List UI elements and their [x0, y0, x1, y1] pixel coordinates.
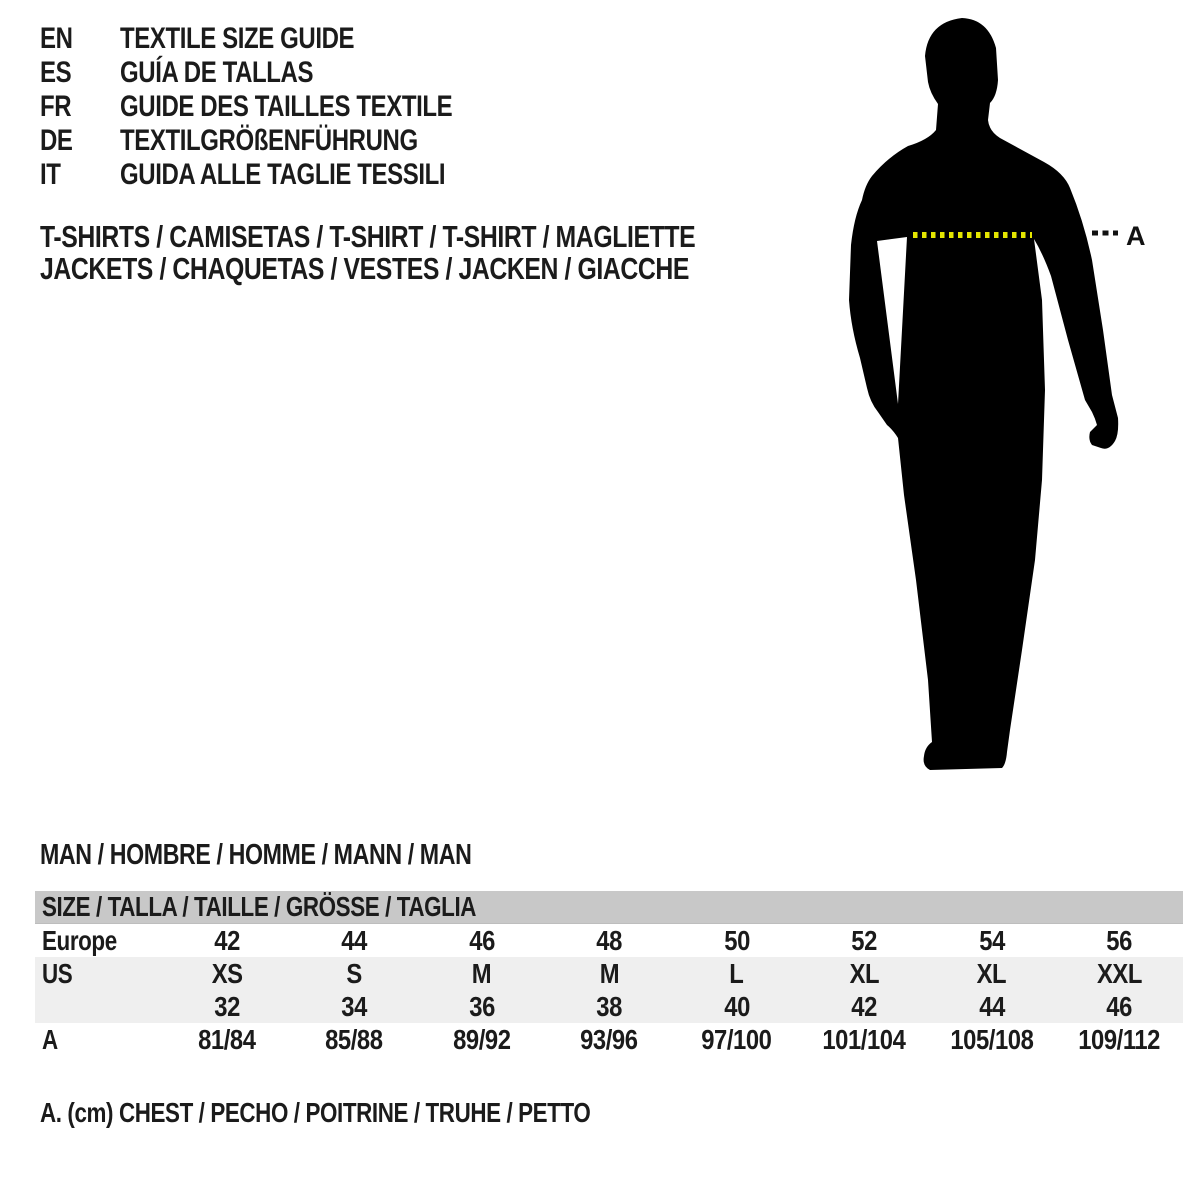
size-value: 97/100	[701, 1023, 772, 1055]
measurement-legend	[40, 1098, 728, 1128]
measure-label-a: A	[1126, 221, 1146, 251]
language-code: DE	[40, 124, 73, 157]
language-row	[40, 56, 535, 90]
size-table	[35, 891, 1183, 1056]
language-code: FR	[40, 90, 72, 123]
guide-title: TEXTILE SIZE GUIDE	[120, 22, 355, 55]
size-value: 40	[723, 990, 750, 1022]
language-code: IT	[40, 158, 61, 191]
size-value: 109/112	[1078, 1023, 1161, 1055]
language-row	[40, 158, 535, 192]
table-row-chest-a	[35, 1023, 1183, 1056]
guide-title: GUIDA ALLE TAGLIE TESSILI	[120, 158, 446, 191]
size-value: L	[729, 957, 744, 989]
row-label: A	[42, 1023, 58, 1055]
size-value: S	[346, 957, 362, 989]
table-row-europe	[35, 924, 1183, 957]
size-value: 81/84	[198, 1023, 256, 1055]
section-title-man	[40, 841, 579, 870]
size-value: 50	[723, 924, 750, 956]
size-value: 46	[1106, 990, 1133, 1022]
size-value: 56	[1106, 924, 1133, 956]
size-value: 85/88	[325, 1023, 383, 1055]
size-value: 46	[468, 924, 495, 956]
language-row	[40, 22, 535, 56]
size-value: M	[472, 957, 492, 989]
guide-title: GUIDE DES TAILLES TEXTILE	[120, 90, 453, 123]
size-value: 36	[468, 990, 495, 1022]
size-table-header	[35, 891, 1183, 924]
section-title-text: MAN / HOMBRE / HOMME / MANN / MAN	[40, 839, 472, 871]
table-row-us	[35, 957, 1183, 990]
product-categories	[40, 221, 859, 285]
size-value: 44	[341, 924, 368, 956]
size-value: 42	[213, 924, 240, 956]
language-row	[40, 90, 535, 124]
size-value: XL	[976, 957, 1007, 989]
language-code: ES	[40, 56, 72, 89]
guide-title: GUÍA DE TALLAS	[120, 56, 314, 89]
size-value: 38	[596, 990, 623, 1022]
size-value: XXL	[1096, 957, 1142, 989]
man-silhouette-figure	[840, 14, 1150, 779]
row-label: Europe	[42, 924, 117, 956]
size-value: 101/104	[822, 1023, 906, 1055]
measurement-legend-text: A. (cm) CHEST / PECHO / POITRINE / TRUHE / PETTO	[40, 1097, 591, 1128]
size-value: 105/108	[950, 1023, 1034, 1055]
category-line-tshirts: T-SHIRTS / CAMISETAS / T-SHIRT / T-SHIRT / MAGLIETTE	[40, 219, 696, 254]
guide-title: TEXTILGRÖßENFÜHRUNG	[120, 124, 418, 157]
size-value: M	[599, 957, 619, 989]
size-table-header-text: SIZE / TALLA / TAILLE / GRÖSSE / TAGLIA	[42, 891, 477, 922]
size-value: 89/92	[453, 1023, 511, 1055]
size-value: 48	[596, 924, 623, 956]
size-value: XL	[849, 957, 880, 989]
category-line-jackets: JACKETS / CHAQUETAS / VESTES / JACKEN / GIACCHE	[40, 251, 690, 286]
size-value: 44	[978, 990, 1005, 1022]
man-silhouette-shape	[849, 18, 1118, 770]
size-value: 54	[978, 924, 1005, 956]
language-list	[40, 22, 535, 192]
table-row-numeric	[35, 990, 1183, 1023]
row-label: US	[42, 957, 73, 989]
size-value: 42	[851, 990, 878, 1022]
size-value: XS	[211, 957, 243, 989]
language-row	[40, 124, 535, 158]
language-code: EN	[40, 22, 73, 55]
size-value: 52	[851, 924, 878, 956]
size-value: 32	[213, 990, 240, 1022]
size-value: 34	[341, 990, 368, 1022]
size-value: 93/96	[580, 1023, 638, 1055]
